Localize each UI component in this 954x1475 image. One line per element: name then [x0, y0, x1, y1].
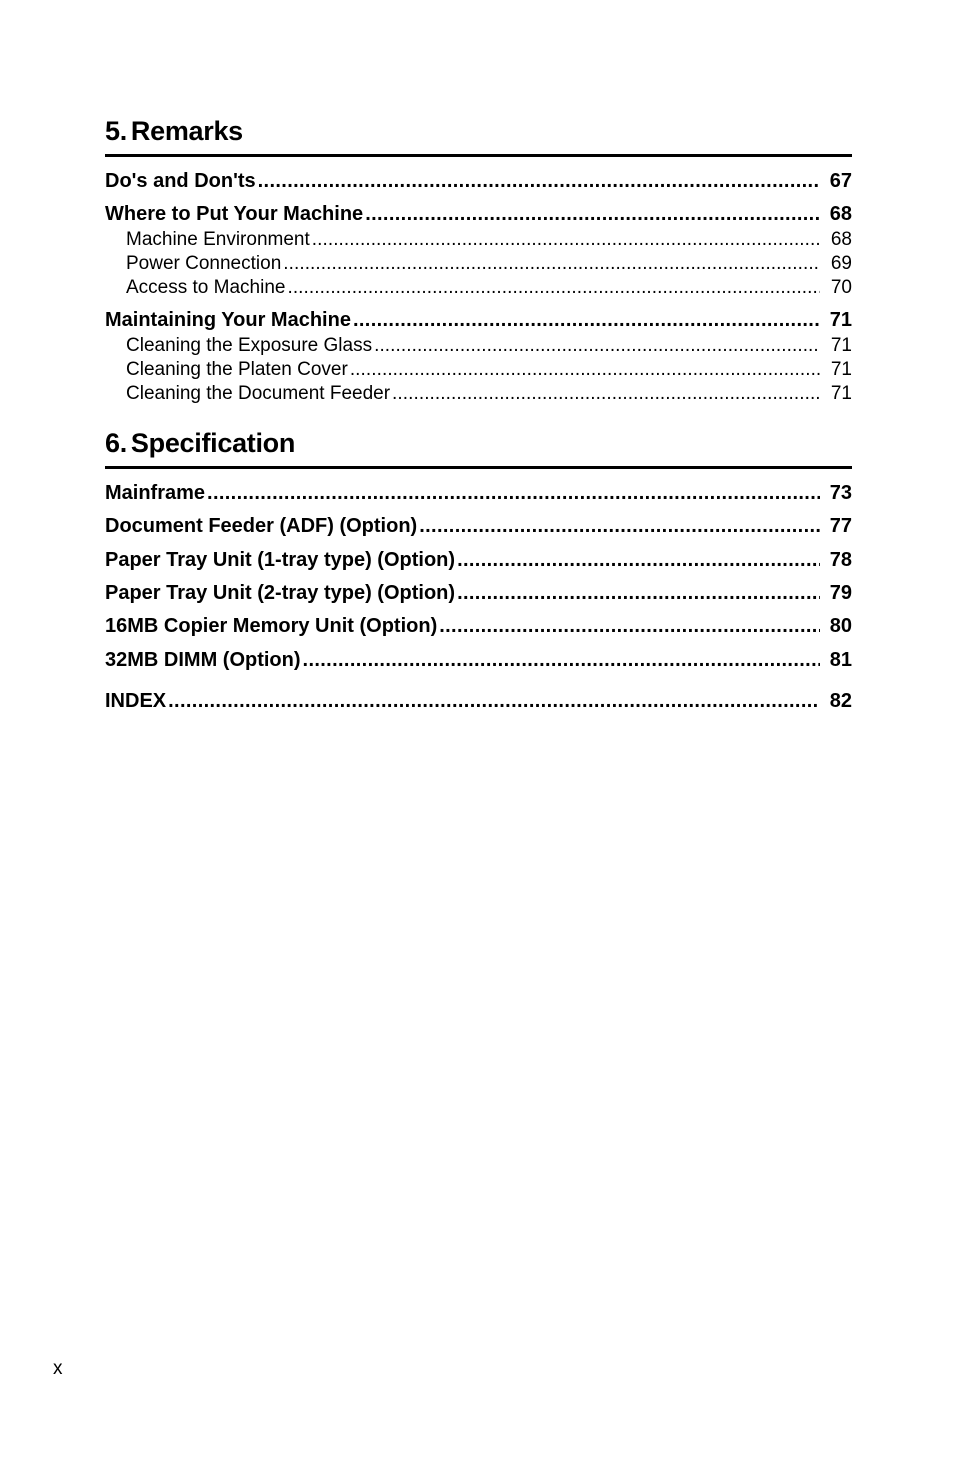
entry-label: Maintaining Your Machine: [105, 309, 351, 331]
entry-page: 68: [829, 203, 852, 225]
entry-label: Paper Tray Unit (2-tray type) (Option): [105, 582, 456, 604]
entry-page: 77: [829, 515, 852, 537]
toc-entry-cleaning-platen-cover[interactable]: [105, 358, 852, 382]
page-number: x: [53, 1358, 63, 1379]
toc-entry-mainframe[interactable]: [105, 481, 852, 505]
toc-entry-cleaning-document-feeder[interactable]: [105, 382, 852, 406]
dot-leader: [419, 514, 820, 538]
entry-label: Cleaning the Platen Cover: [126, 359, 348, 380]
toc-entry-paper-tray-1[interactable]: [105, 548, 852, 572]
entry-label: Cleaning the Exposure Glass: [126, 335, 373, 356]
toc-entry-dos-and-donts[interactable]: [105, 169, 852, 193]
entry-page: 78: [829, 549, 852, 571]
dot-leader: [168, 689, 820, 713]
entry-label: Power Connection: [126, 253, 282, 274]
chapter-6-heading: Specification: [130, 428, 296, 458]
entry-page: 69: [830, 253, 852, 274]
entry-label: Document Feeder (ADF) (Option): [105, 515, 418, 537]
entry-page: 80: [829, 615, 852, 637]
entry-label: 32MB DIMM (Option): [105, 649, 301, 671]
entry-label: INDEX: [105, 690, 167, 712]
chapter-5-rule: [105, 154, 852, 157]
chapter-6-title: [105, 426, 852, 460]
entry-page: 70: [830, 277, 852, 298]
dot-leader: [283, 252, 820, 276]
entry-label: 16MB Copier Memory Unit (Option): [105, 615, 438, 637]
entry-label: Machine Environment: [126, 229, 310, 250]
toc-entry-dimm[interactable]: [105, 648, 852, 672]
entry-page: 73: [829, 482, 852, 504]
toc-entry-document-feeder[interactable]: [105, 514, 852, 538]
entry-label: Paper Tray Unit (1-tray type) (Option): [105, 549, 456, 571]
toc-entry-cleaning-exposure-glass[interactable]: [105, 334, 852, 358]
toc-entry-paper-tray-2[interactable]: [105, 581, 852, 605]
entry-page: 82: [829, 690, 852, 712]
dot-leader: [350, 358, 820, 382]
toc-entry-machine-environment[interactable]: [105, 228, 852, 252]
toc-entry-access-to-machine[interactable]: [105, 276, 852, 300]
dot-leader: [258, 169, 820, 193]
dot-leader: [457, 548, 820, 572]
toc-entry-power-connection[interactable]: [105, 252, 852, 276]
dot-leader: [365, 202, 820, 226]
chapter-5-number: 5.: [105, 116, 127, 146]
dot-leader: [303, 648, 820, 672]
entry-page: 81: [829, 649, 852, 671]
entry-label: Cleaning the Document Feeder: [126, 383, 391, 404]
chapter-5-heading: Remarks: [130, 116, 243, 146]
entry-label: Access to Machine: [126, 277, 286, 298]
dot-leader: [312, 228, 820, 252]
entry-page: 71: [830, 335, 852, 356]
chapter-6-rule: [105, 466, 852, 469]
dot-leader: [353, 308, 820, 332]
dot-leader: [374, 334, 820, 358]
entry-label: Mainframe: [105, 482, 206, 504]
entry-page: 68: [830, 229, 852, 250]
chapter-6-number: 6.: [105, 428, 127, 458]
entry-page: 71: [830, 359, 852, 380]
chapter-5-title: [105, 114, 852, 148]
entry-label: Where to Put Your Machine: [105, 203, 364, 225]
chapter-6: [105, 426, 852, 469]
entry-page: 71: [829, 309, 852, 331]
dot-leader: [457, 581, 820, 605]
toc-entry-index[interactable]: [105, 689, 852, 713]
chapter-5: [105, 114, 852, 157]
entry-page: 79: [829, 582, 852, 604]
dot-leader: [392, 382, 820, 406]
toc-entry-maintaining[interactable]: [105, 308, 852, 332]
dot-leader: [207, 481, 820, 505]
dot-leader: [439, 614, 820, 638]
entry-page: 67: [829, 170, 852, 192]
toc-entry-where-to-put[interactable]: [105, 202, 852, 226]
entry-label: Do's and Don'ts: [105, 170, 256, 192]
entry-page: 71: [830, 383, 852, 404]
toc-entry-copier-memory[interactable]: [105, 614, 852, 638]
dot-leader: [287, 276, 820, 300]
